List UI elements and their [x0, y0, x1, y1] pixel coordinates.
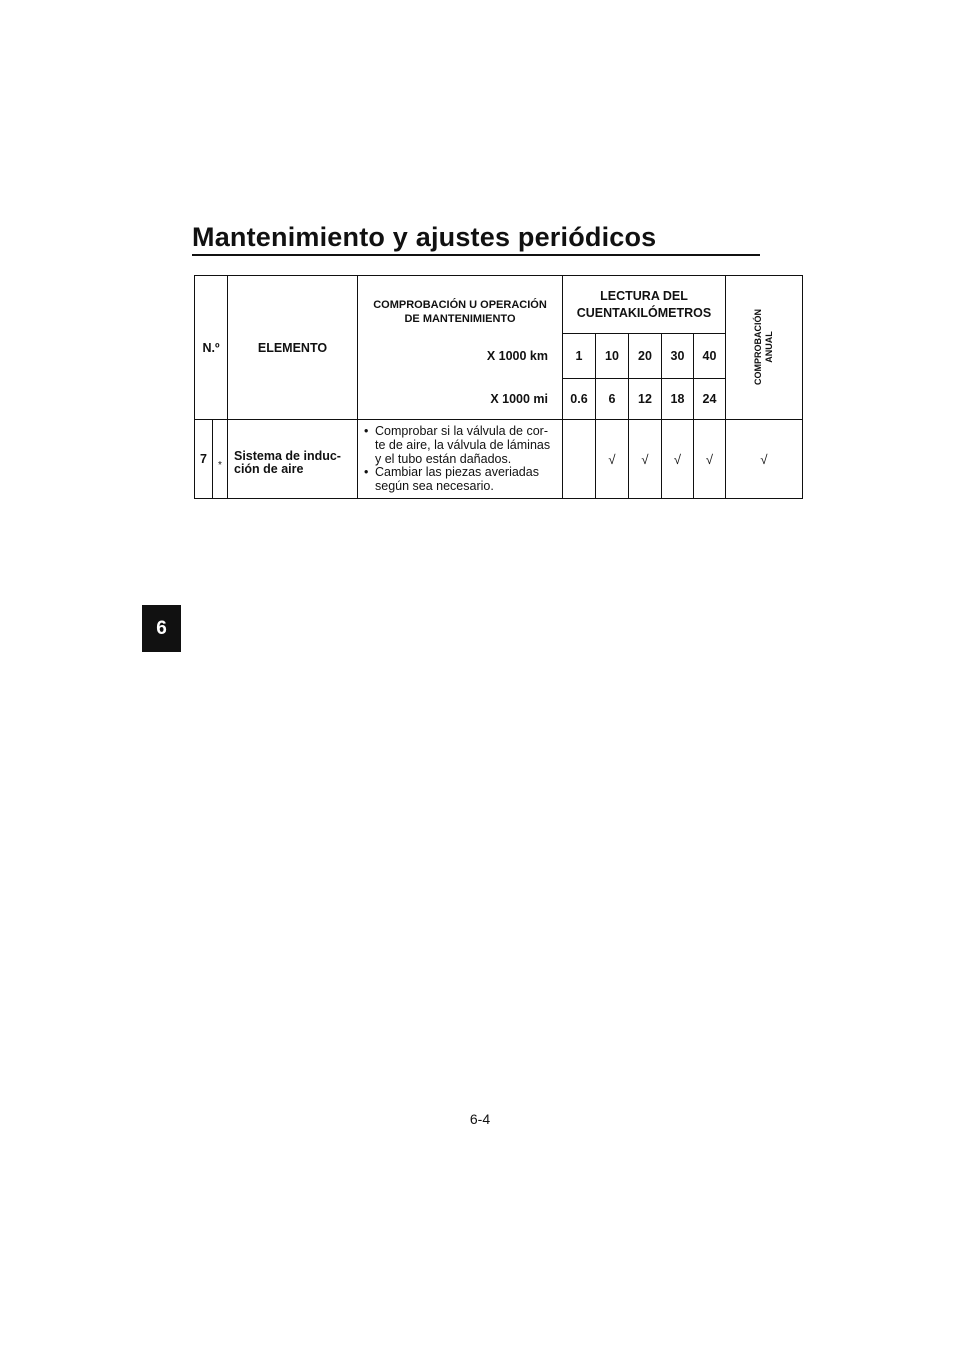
- km-value: 10: [596, 334, 629, 379]
- row-star-mark: *: [213, 420, 228, 499]
- unit-km-label: X 1000 km: [358, 334, 563, 379]
- mi-value: 0.6: [563, 379, 596, 420]
- header-odometer: [563, 276, 726, 334]
- mi-value: 18: [662, 379, 694, 420]
- header-odometer-line2: CUENTAKILÓMETROS: [576, 305, 712, 320]
- header-operation-line1: COMPROBACIÓN U OPERACIÓN: [373, 299, 547, 311]
- row-description: [358, 420, 563, 499]
- header-operation: [358, 276, 563, 334]
- km-value: 30: [662, 334, 694, 379]
- row-item-line2: ción de aire: [234, 462, 304, 476]
- description-bullet: [364, 466, 556, 494]
- mi-value: 12: [629, 379, 662, 420]
- check-cell-annual: √: [726, 420, 803, 499]
- header-annual-line1: COMPROBACIÓN: [753, 308, 763, 385]
- header-annual-line2: ANUAL: [764, 330, 774, 363]
- check-cell: √: [694, 420, 726, 499]
- header-annual-check: [726, 276, 803, 420]
- check-cell: [563, 420, 596, 499]
- km-value: 40: [694, 334, 726, 379]
- maintenance-table: [194, 275, 803, 499]
- mi-value: 24: [694, 379, 726, 420]
- row-number: 7: [195, 420, 213, 499]
- desc1-line2: te de aire, la válvula de láminas: [375, 437, 551, 452]
- row-item-line1: Sistema de induc-: [234, 449, 341, 463]
- description-bullet: [364, 425, 556, 466]
- page-number: 6-4: [469, 1111, 491, 1127]
- check-cell: √: [662, 420, 694, 499]
- header-item: ELEMENTO: [228, 276, 358, 420]
- desc2-line1: Cambiar las piezas averiadas: [375, 465, 539, 480]
- row-item-name: [228, 420, 358, 499]
- desc2-line2: según sea necesario.: [375, 479, 494, 494]
- desc1-line3: y el tubo están dañados.: [375, 451, 512, 466]
- table-row: [195, 420, 803, 499]
- header-operation-line2: DE MANTENIMIENTO: [404, 313, 516, 325]
- title-rule: [192, 254, 760, 256]
- chapter-tab[interactable]: 6: [142, 605, 181, 652]
- bullet-icon: •: [364, 424, 369, 438]
- page-title: Mantenimiento y ajustes periódicos: [192, 222, 657, 252]
- desc1-line1: Comprobar si la válvula de cor-: [375, 424, 548, 438]
- mi-value: 6: [596, 379, 629, 420]
- unit-mi-label: X 1000 mi: [358, 379, 563, 420]
- km-value: 20: [629, 334, 662, 379]
- bullet-icon: •: [364, 465, 369, 480]
- km-value: 1: [563, 334, 596, 379]
- header-no: N.º: [195, 276, 228, 420]
- check-cell: √: [596, 420, 629, 499]
- check-cell: √: [629, 420, 662, 499]
- header-odometer-line1: LECTURA DEL: [600, 288, 688, 303]
